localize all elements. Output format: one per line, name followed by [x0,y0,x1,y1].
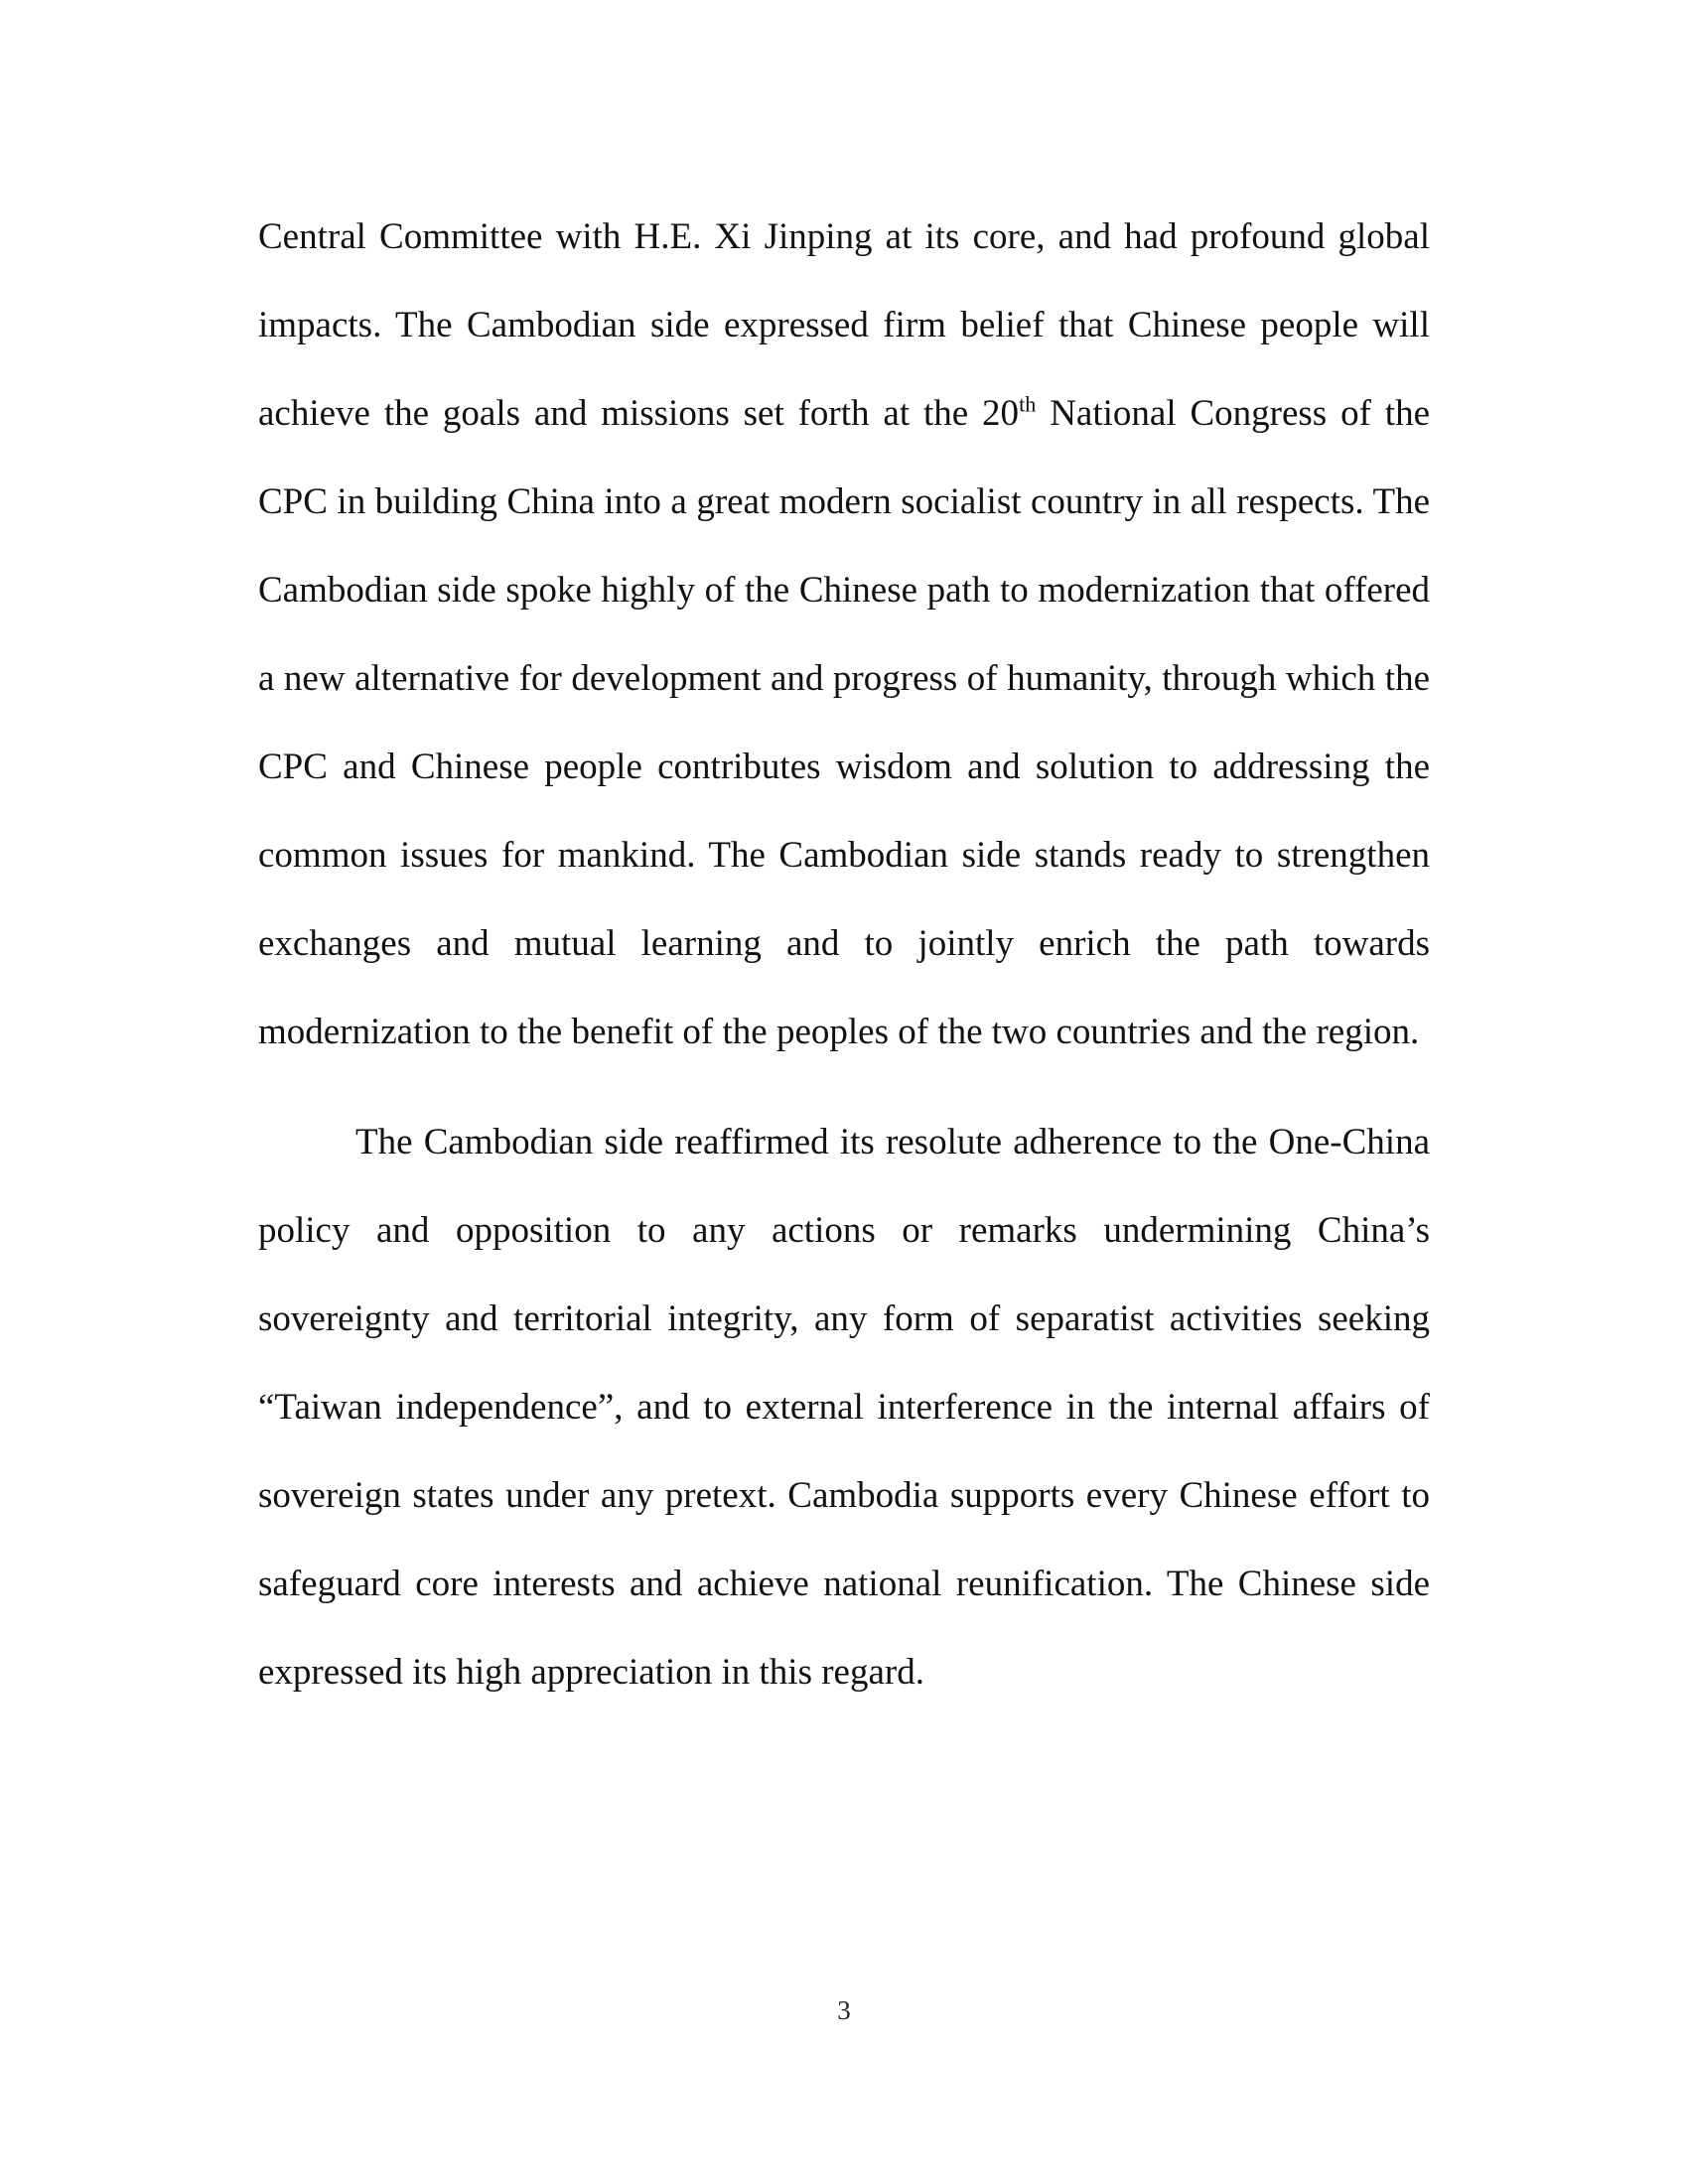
paragraph-one-china-policy: The Cambodian side reaffirmed its resolute adherence to the One-China policy and opposition to any actions or remarks undermining China’s sovereignty and territorial integrity, any form of separatist activities seeking “Taiwan independence”, and to external interference in the internal affairs of sovereign states under any pretext. Cambodia supports every Chinese effort to safeguard core interests and achieve national reunification. The Chinese side expressed its high appreciation in this regard. [258,1122,1430,1693]
ordinal-superscript: th [1019,391,1037,417]
paragraph-text-before-superscript: Central Committee with H.E. Xi Jinping at its core, and had profound global impacts. The Cambodian side expressed firm belief that Chinese people will achieve the goals and missions set forth at the 20 [258,216,1430,434]
page-number: 3 [837,1995,851,2025]
paragraph-continued [258,193,1430,1076]
paragraph-text-after-superscript: National Congress of the CPC in building China into a great modern socialist country in all respects. The Cambodian side spoke highly of the Chinese path to modernization that offered a new alternative for development and progress of humanity, through which the CPC and Chinese people contributes wisdom and solution to addressing the common issues for mankind. The Cambodian side stands ready to strengthen exchanges and mutual learning and to jointly enrich the path towards modernization to the benefit of the peoples of the two countries and the region. [258,393,1430,1052]
body-text [258,193,1430,1716]
